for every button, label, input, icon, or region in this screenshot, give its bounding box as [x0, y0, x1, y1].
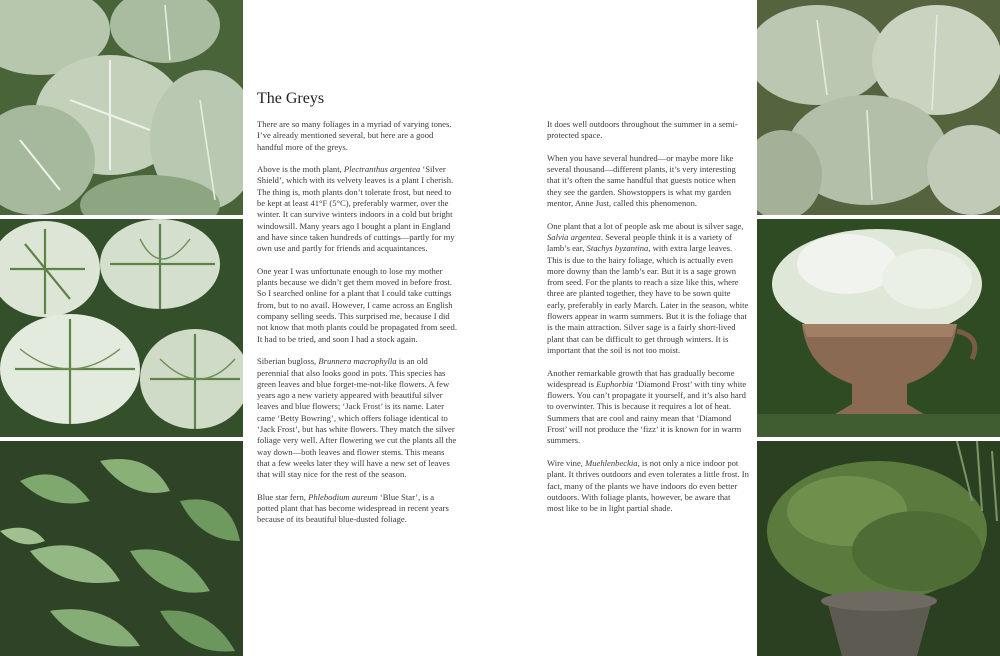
- text-column-right: [547, 119, 749, 526]
- italic-species-name: Salvia argentea: [547, 231, 601, 242]
- body-paragraph: [547, 119, 749, 142]
- page-heading: The Greys: [257, 90, 325, 107]
- wire-vine-photo: [757, 441, 1000, 656]
- text-run: ‘Blue Star’, is a potted plant that has become widespread in recent years because of its beautiful blue-dusted foliage.: [257, 491, 449, 525]
- text-run: Above is the moth plant,: [257, 164, 344, 175]
- text-run: One plant that a lot of people ask me about is silver sage,: [547, 220, 744, 231]
- body-paragraph: [257, 356, 457, 480]
- text-run: ‘Diamond Frost’ with tiny white flowers. You can’t propagate it yourself, and it’s also hard to overwinter. This is because it requires a lot of heat. Summers that are cool and rainy mean that ‘Diamond Frost’ will not produce the ‘fizz’ it is known for in warm summers.: [547, 378, 747, 446]
- diamond-frost-urn-photo: [757, 219, 1000, 437]
- italic-species-name: Plectranthus argentea: [343, 164, 421, 175]
- text-run: It does well outdoors throughout the summer in a semi-protected space.: [547, 119, 738, 141]
- body-paragraph: [547, 368, 749, 447]
- text-run: Siberian bugloss,: [257, 356, 319, 367]
- text-run: , with extra large leaves. This is due to the hairy foliage, which is actually even more downy than the lamb’s ear. But it is a sage grown from seed. For the plants to reach a size like this, where three are planted together, they have to be sown quite early, preferably in early March. Later in the season, white flowers appear in warm summers. But it is the foliage that is the main attraction. Silver sage is a fairly short-lived plant that can be difficult to get through winters. It is important that the soil is not too moist.: [547, 243, 749, 355]
- text-column-left: [257, 119, 457, 537]
- text-run: One year I was unfortunate enough to lose my mother plants because we didn’t get them moved in before frost. So I searched online for a plant that I could take cuttings from, but to no avail. However, I came across an English company selling seeds. This surprised me, because I did not know that moth plants could be propagated from seed. It had to be tried, and soon I had a stock again.: [257, 265, 457, 344]
- brunnera-photo: [0, 219, 243, 437]
- text-run: Another remarkable growth that has gradually become widespread is: [547, 367, 735, 389]
- italic-species-name: Stachys byzantina: [586, 243, 649, 254]
- text-run: ‘Silver Shield’, which with its velvety leaves is a plant I cherish. The thing is, moth plants don’t tolerate frost, but need to be kept at least 41°F (5°C), preferably warmer, over the winter. It can survive winters indoors in a cold but bright windowsill. Many years ago I bought a plant in England and have since taken hundreds of cuttings—partly for my own use and partly for friends and acquaintances.: [257, 164, 455, 254]
- text-run: Wire vine,: [547, 457, 586, 468]
- body-paragraph: [257, 164, 457, 254]
- body-paragraph: [547, 153, 749, 209]
- body-paragraph: [257, 119, 457, 153]
- text-run: , is not only a nice indoor pot plant. It thrives outdoors and even tolerates a little frost. In fact, many of the plants we have indoors do even better outdoors. With foliage plants, however, be aware that most like to be in light partial shade.: [547, 457, 749, 514]
- text-run: is an old perennial that also looks good in pots. This species has green leaves and blue forget-me-not-like flowers. A few years ago a new variety appeared with beautiful silver leaves and blue flowers; ‘Jack Frost’ is its name. Later came ‘Betty Bowring’, which offers foliage identical to ‘Jack Frost’, but has white flowers. They match the silver foliage very well. After flowering we cut the plants all the way down—both leaves and flower stems. This means that a few weeks later they will have a new set of leaves that will stay nice for the rest of the season.: [257, 356, 457, 480]
- text-run: When you have several hundred—or maybe more like several thousand—different plants, it’s very interesting that it’s often the same handful that guests notice when they see the garden. Showstoppers is what my garden mentor, Anne Just, called this phenomenon.: [547, 152, 736, 209]
- text-run: There are so many foliages in a myriad of varying tones. I’ve already mentioned several, but here are a good handful more of the greys.: [257, 119, 452, 152]
- text-run: . Several people think it is a variety of lamb’s ear,: [547, 231, 732, 254]
- body-paragraph: [547, 221, 749, 357]
- moth-plant-photo: [0, 0, 243, 215]
- body-paragraph: [547, 458, 749, 514]
- italic-species-name: Muehlenbeckia: [585, 457, 638, 468]
- italic-species-name: Euphorbia: [596, 378, 633, 389]
- body-paragraph: [257, 492, 457, 526]
- body-paragraph: [257, 266, 457, 345]
- italic-species-name: Brunnera macrophylla: [318, 356, 397, 367]
- blue-star-fern-photo: [0, 441, 243, 656]
- text-run: Blue star fern,: [257, 491, 309, 502]
- italic-species-name: Phlebodium aureum: [308, 491, 378, 502]
- silver-sage-photo: [757, 0, 1000, 215]
